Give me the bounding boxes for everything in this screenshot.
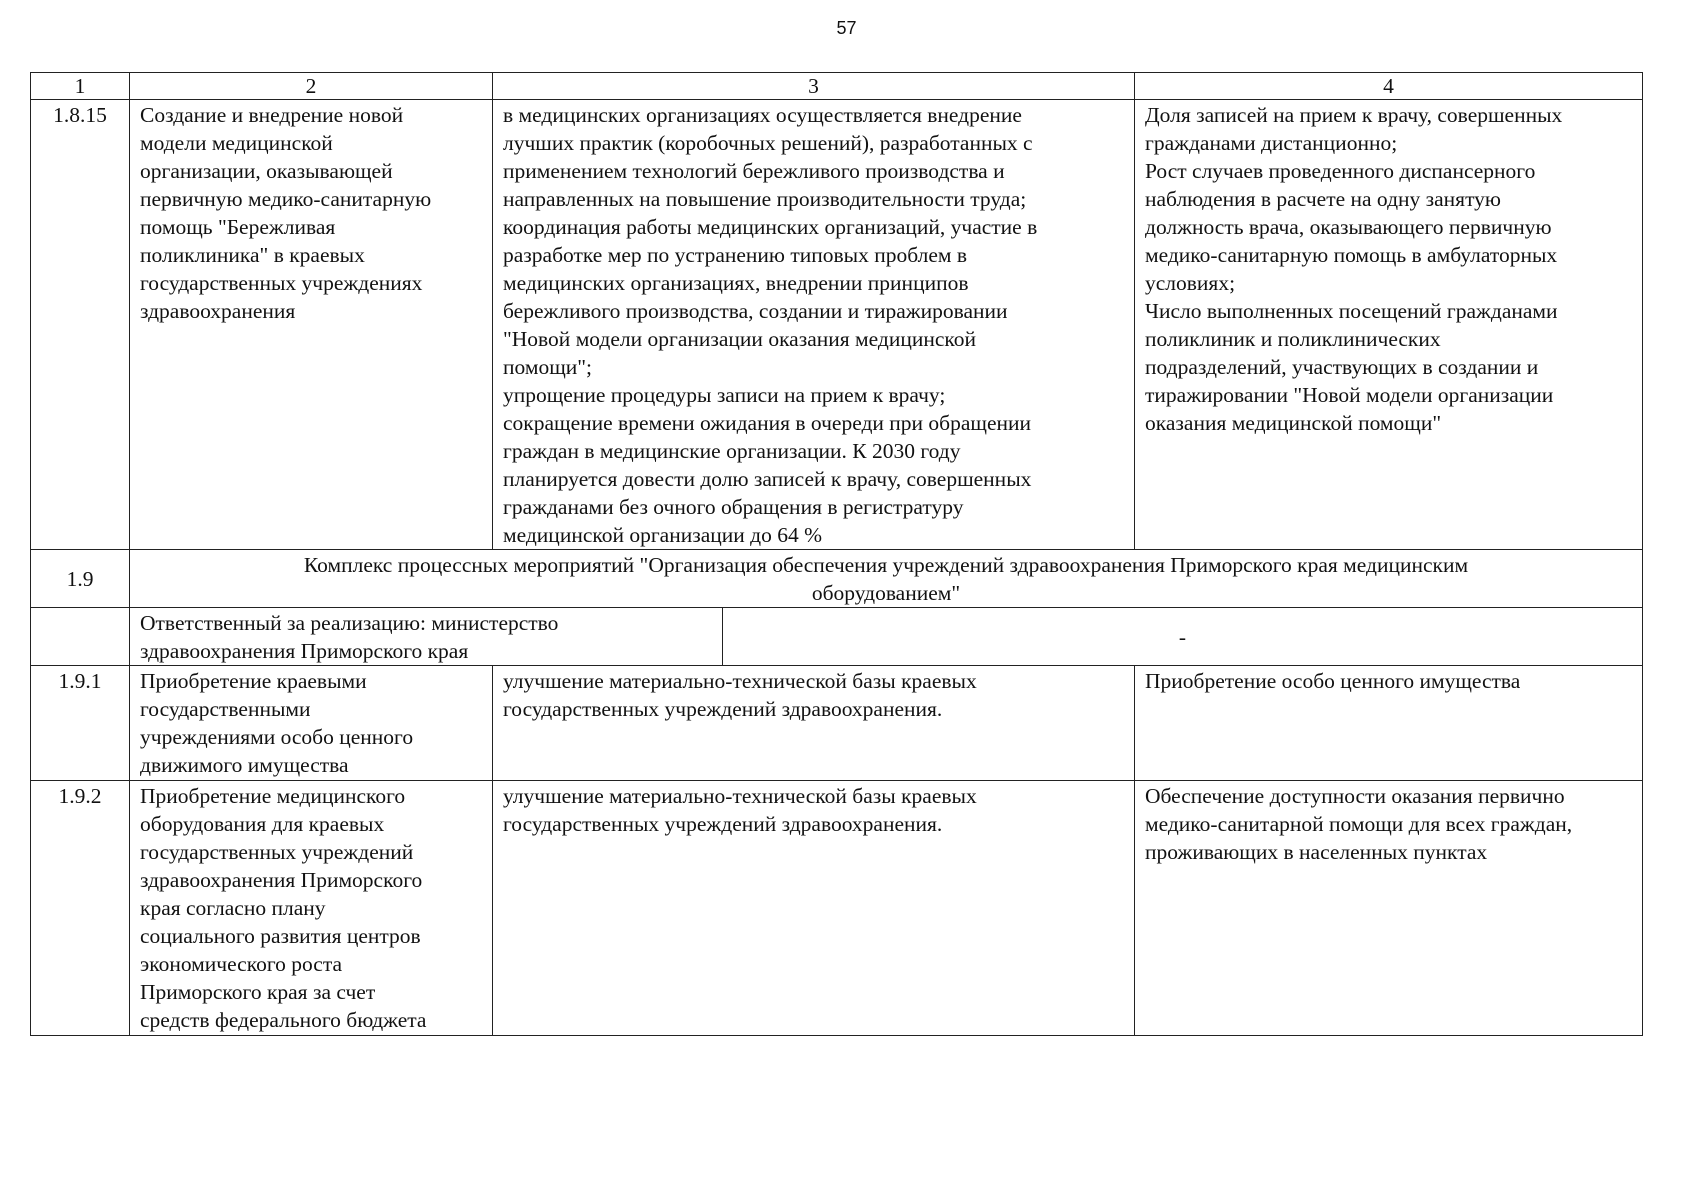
task-line: государственными — [140, 697, 311, 721]
description-line: "Новой модели организации оказания медицинской — [503, 327, 977, 351]
table-row-1-8-15 — [31, 100, 1643, 550]
indicator-line: наблюдения в расчете на одну занятую — [1145, 187, 1501, 211]
task-line: оборудования для краевых — [140, 812, 385, 836]
section-title-line: Комплекс процессных мероприятий "Организация обеспечения учреждений здравоохранения Приморского края медицинским — [303, 553, 1469, 577]
row-number: 1.8.15 — [31, 100, 130, 550]
table-row-1-9-2 — [31, 781, 1643, 1036]
indicator-line: медико-санитарной помощи для всех граждан, — [1145, 812, 1573, 836]
column-header-1: 1 — [31, 73, 130, 100]
task-line: Приморского края за счет — [140, 980, 376, 1004]
responsible-line: Ответственный за реализацию: министерство — [140, 611, 559, 635]
indicators-cell — [1135, 666, 1643, 781]
task-line: модели медицинской — [140, 131, 333, 155]
description-line: планируется довести долю записей к врачу, совершенных — [503, 467, 1032, 491]
description-line: применением технологий бережливого производства и — [503, 159, 1005, 183]
description-line: улучшение материально-технической базы краевых — [503, 669, 977, 693]
task-name-cell — [130, 666, 493, 781]
description-line: направленных на повышение производительности труда; — [503, 187, 1027, 211]
indicator-line: Приобретение особо ценного имущества — [1145, 669, 1521, 693]
task-line: государственных учреждений — [140, 840, 414, 864]
description-line: бережливого производства, создании и тиражировании — [503, 299, 1008, 323]
description-line: разработке мер по устранению типовых проблем в — [503, 243, 968, 267]
indicator-line: Число выполненных посещений гражданами — [1145, 299, 1558, 323]
description-line: медицинской организации до 64 % — [503, 523, 823, 547]
task-line: организации, оказывающей — [140, 159, 393, 183]
indicator-line: медико-санитарную помощь в амбулаторных — [1145, 243, 1558, 267]
column-header-2: 2 — [130, 73, 493, 100]
table-row-1-9-1 — [31, 666, 1643, 781]
responsible-label-cell — [130, 608, 723, 666]
description-line: гражданами без очного обращения в регистратуру — [503, 495, 964, 519]
task-line: учреждениями особо ценного — [140, 725, 414, 749]
responsible-line: здравоохранения Приморского края — [140, 639, 469, 663]
description-line: помощи"; — [503, 355, 593, 379]
empty-cell — [31, 608, 130, 666]
indicator-line: оказания медицинской помощи" — [1145, 411, 1442, 435]
description-line: медицинских организациях, внедрении принципов — [503, 271, 969, 295]
page-number: 57 — [836, 18, 857, 38]
description-line: сокращение времени ожидания в очереди при обращении — [503, 411, 1032, 435]
measures-table — [30, 72, 1643, 1036]
indicator-line: Рост случаев проведенного диспансерного — [1145, 159, 1536, 183]
row-number: 1.9.1 — [31, 666, 130, 781]
task-line: Приобретение медицинского — [140, 784, 406, 808]
task-line: социального развития центров — [140, 924, 421, 948]
description-line: государственных учреждений здравоохранения. — [503, 812, 943, 836]
section-row-1-9 — [31, 550, 1643, 608]
task-line: Приобретение краевыми — [140, 669, 367, 693]
indicators-cell — [1135, 781, 1643, 1036]
task-line: Создание и внедрение новой — [140, 103, 404, 127]
task-line: государственных учреждениях — [140, 271, 423, 295]
task-name-cell — [130, 781, 493, 1036]
indicator-line: должность врача, оказывающего первичную — [1145, 215, 1552, 239]
description-cell — [493, 781, 1135, 1036]
indicators-cell — [1135, 100, 1643, 550]
description-line: в медицинских организациях осуществляется внедрение — [503, 103, 1022, 127]
task-line: первичную медико-санитарную — [140, 187, 432, 211]
responsible-row — [31, 608, 1643, 666]
indicator-line: гражданами дистанционно; — [1145, 131, 1398, 155]
description-cell — [493, 100, 1135, 550]
description-line: государственных учреждений здравоохранения. — [503, 697, 943, 721]
task-line: здравоохранения Приморского — [140, 868, 423, 892]
column-header-3: 3 — [493, 73, 1135, 100]
description-line: лучших практик (коробочных решений), разработанных с — [503, 131, 1033, 155]
task-line: здравоохранения — [140, 299, 296, 323]
task-name-cell — [130, 100, 493, 550]
indicator-line: Доля записей на прием к врачу, совершенных — [1145, 103, 1563, 127]
section-title — [130, 550, 1643, 608]
task-line: движимого имущества — [140, 753, 349, 777]
task-line: экономического роста — [140, 952, 343, 976]
responsible-value-cell: - — [723, 608, 1643, 666]
description-line: координация работы медицинских организаций, участие в — [503, 215, 1038, 239]
column-header-4: 4 — [1135, 73, 1643, 100]
indicator-line: Обеспечение доступности оказания первично — [1145, 784, 1565, 808]
indicator-line: поликлиник и поликлинических — [1145, 327, 1441, 351]
task-line: края согласно плану — [140, 896, 326, 920]
task-line: помощь "Бережливая — [140, 215, 336, 239]
description-cell — [493, 666, 1135, 781]
row-number: 1.9.2 — [31, 781, 130, 1036]
task-line: поликлиника" в краевых — [140, 243, 365, 267]
section-title-line: оборудованием" — [811, 581, 961, 605]
description-line: упрощение процедуры записи на прием к врачу; — [503, 383, 946, 407]
section-number: 1.9 — [31, 550, 130, 608]
indicator-line: подразделений, участвующих в создании и — [1145, 355, 1539, 379]
indicator-line: тиражировании "Новой модели организации — [1145, 383, 1554, 407]
description-line: граждан в медицинские организации. К 2030 году — [503, 439, 961, 463]
task-line: средств федерального бюджета — [140, 1008, 427, 1032]
column-number-row — [31, 73, 1643, 100]
indicator-line: условиях; — [1145, 271, 1236, 295]
indicator-line: проживающих в населенных пунктах — [1145, 840, 1488, 864]
description-line: улучшение материально-технической базы краевых — [503, 784, 977, 808]
